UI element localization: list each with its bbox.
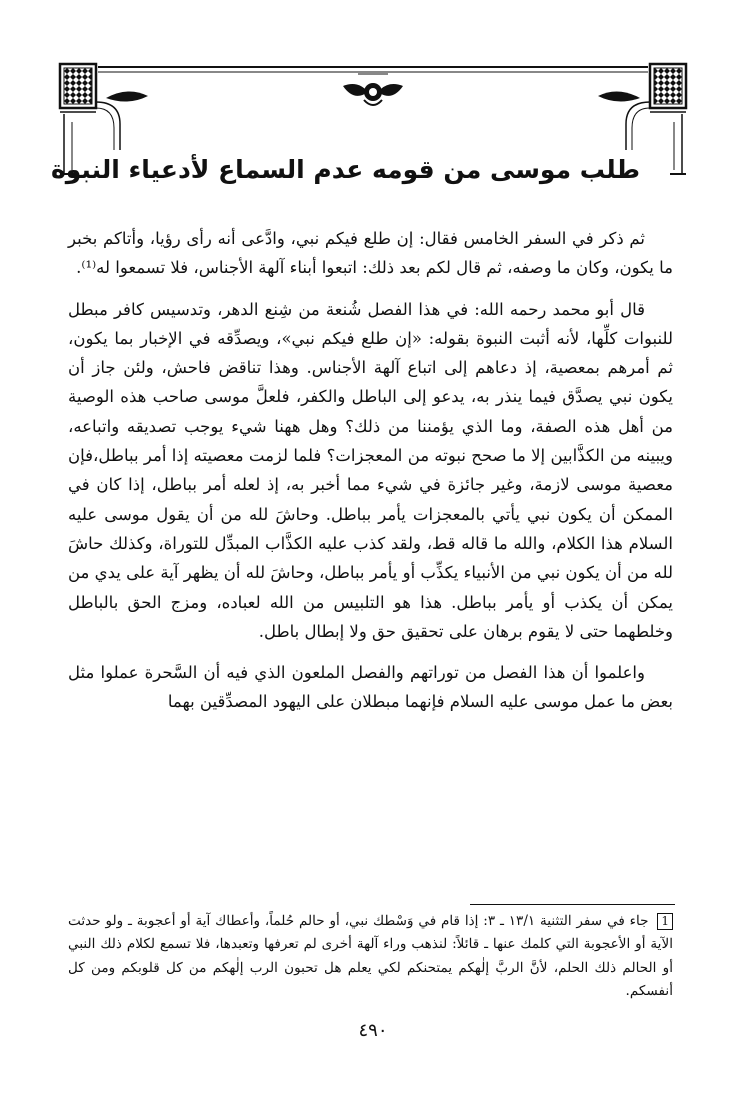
paragraph: قال أبو محمد رحمه الله: في هذا الفصل شُنعة من شِنع الدهر، وتدسيس كافر مبطل للنبوات كلِّها، لأنه أثبت النبوة بقوله: «إن طلع فيكم نبي»، ويصدِّقه في الإخبار بما يكون، ثم أمرهم بمعصية، إذ دعاهم إلى اتباع آلهة الأجناس. وهذا تناقض فاحش، ولئن جاز أن يكون نبي يصدَّق فيما ينذر به، يدعو إلى الباطل والكفر، فلعلَّ موسى صاحب هذه الوصية من أهل هذه الصفة، وما الذي يؤمننا من ذلك؟ وهل ههنا شيء يوجب تصديقه واتباعه، ويبينه من الكذَّابين إلا ما صحح نبوته من المعجزات؟ فلما لزمت معصيته إذا أمر بباطل،فإن معصية موسى لازمة، وغير جائزة في شيء مما أخبر به، إذ لعله أمر بباطل، إذا كان في الممكن أن يكون نبي يأتي بالمعجزات يأمر بباطل. وحاشَ لله من أن يقول موسى عليه السلام هذا الكلام، والله ما قاله قط، ولقد كذب عليه الكذَّاب المبدِّل للتوراة، وكذلك حاشَ لله من أن يكون نبي من الأنبياء يكذِّب أو يأمر بباطل، وحاشَ لله أن يظهر آية على يدي من يمكن أن يكذب أو يأمر بباطل. هذا هو التلبيس من الله لعباده، ومزج الحق بالباطل وخلطهما حتى لا يقوم برهان على تحقيق حق ولا إبطال باطل. <box>68 299 673 641</box>
footnote <box>68 910 673 1004</box>
paragraph: ثم ذكر في السفر الخامس فقال: إن طلع فيكم نبي، وادَّعى أنه رأى رؤيا، وأتاكم بخبر ما يكون، وكان ما وصفه، ثم قال لكم بعد ذلك: اتبعوا أبناء آلهة الأجناس، فلا تسمعوا له⁽¹⁾. <box>68 229 673 278</box>
body-text <box>68 224 673 717</box>
center-flower-icon <box>343 74 403 105</box>
footnote-text: جاء في سفر التثنية ١٣/١ ـ ٣: إذا قام في وَسْطك نبي، أو حالم حُلماً، وأعطاك آية أو أعجوبة ـ ولو حدثت الآية أو الأعجوبة التي كلمك عنها ـ قائلاً: لنذهب وراء آلهة أخرى لم تعرفها وتعبدها، فلا تسمع لكلام ذلك النبي أو الحالم ذلك الحلم، لأنَّ الربَّ إلٰهكم يمتحنكم لكي يعلم هل تحبون الرب إلٰهكم من كل قلوبكم ومن كل أنفسكم. <box>68 913 673 1000</box>
left-lattice-tile-icon <box>60 64 96 108</box>
right-lattice-tile-icon <box>650 64 686 108</box>
chapter-title: طلب موسى من قومه عدم السماع لأدعياء النبوة <box>51 155 640 184</box>
right-pillar-icon <box>670 114 686 174</box>
page-number: ٤٩٠ <box>358 1020 388 1041</box>
paragraph: واعلموا أن هذا الفصل من توراتهم والفصل الملعون الذي فيه أن السَّحرة عملوا مثل بعض ما عمل موسى عليه السلام فإنهما مبطلان على اليهود المصدِّقين بهما <box>68 663 673 712</box>
footnote-number: 1 <box>657 913 673 930</box>
footnote-divider <box>470 904 675 905</box>
